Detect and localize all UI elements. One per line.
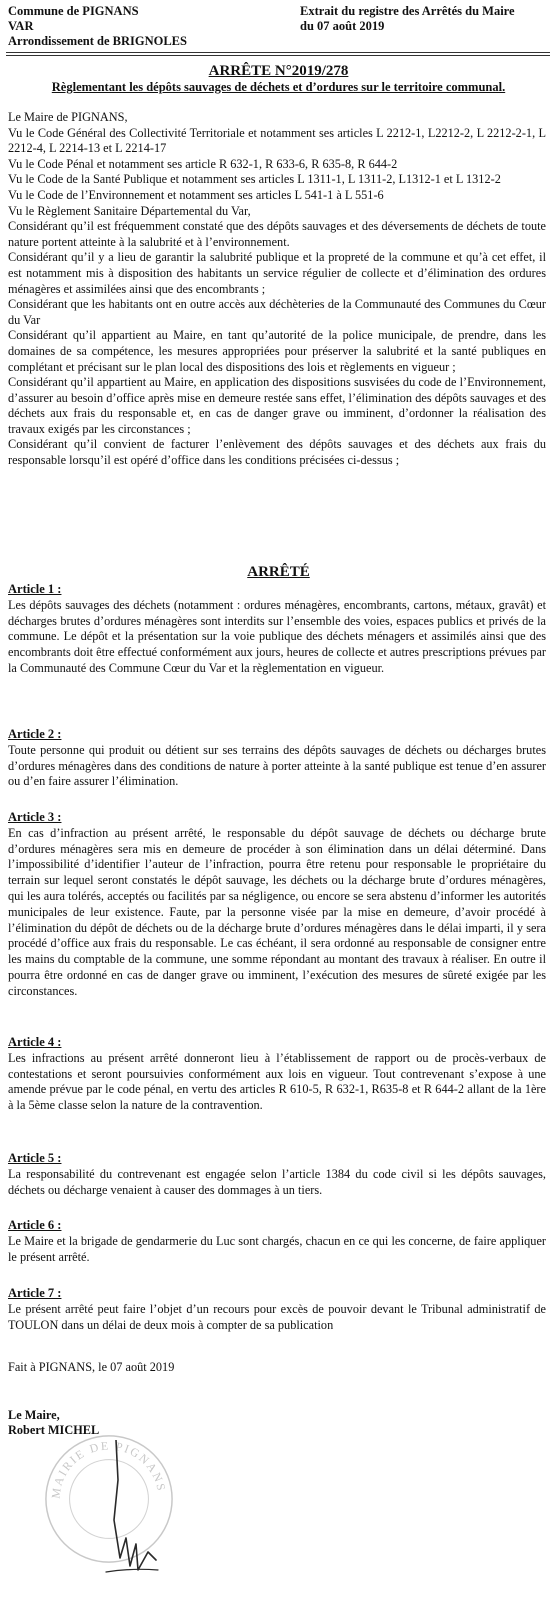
- decree-subtitle: Règlementant les dépôts sauvages de déchets et d’ordures sur le territoire communal.: [51, 80, 506, 94]
- article-3: [8, 810, 546, 1000]
- article-text: La responsabilité du contrevenant est engagée selon l’article 1384 du code civil si les dépôts sauvages, déchets ou décharge venaient à causer des dommages à un tiers.: [8, 1166, 546, 1197]
- preamble-line: Considérant qu’il est fréquemment constaté que des dépôts sauvages et des déversements de déchets de toute nature portent atteinte à la salubrité et à l’environnement.: [8, 219, 546, 249]
- article-7: [8, 1286, 546, 1333]
- registry-extract: Extrait du registre des Arrêtés du Maire: [300, 4, 515, 18]
- preamble-line: Considérant que les habitants ont en outre accès aux déchèteries de la Communauté des Communes du Cœur du Var: [8, 297, 546, 327]
- seal-text-path: MAIRIE DE PIGNANS: [48, 1438, 169, 1500]
- commune-name: Commune de PIGNANS: [8, 4, 139, 18]
- article-title: Article 2 :: [8, 727, 62, 741]
- preamble-line: Considérant qu’il appartient au Maire, en application des dispositions susvisées du code de l’Environnement, d’assurer au besoin d’office après mise en demeure restée sans effet, l’élimination des dépôts sauvages et des déchets aux frais du responsable et, en cas de danger grave ou imminent, d’ordonner la réalisation des travaux exigés par les circonstances ;: [8, 375, 546, 436]
- place-and-date: Fait à PIGNANS, le 07 août 2019: [8, 1360, 175, 1374]
- article-text: Les infractions au présent arrêté donneront lieu à l’établissement de rapport ou de procès-verbaux de contestations et seront poursuivies conformément aux lois en vigueur. Tout contrevenant s’expose à une amende prévue par le code pénal, en vertu des articles R 610-5, R 632-1, R635-8 et R 644-2 allant de la 1ère à la 5ème classe selon la nature de la contravention.: [8, 1050, 546, 1113]
- article-1: [8, 582, 546, 677]
- arrondissement: Arrondissement de BRIGNOLES: [8, 34, 187, 48]
- preamble-line: Vu le Code Pénal et notamment ses article R 632-1, R 633-6, R 635-8, R 644-2: [8, 156, 398, 171]
- signature-stroke: [114, 1440, 156, 1570]
- article-text: Le Maire et la brigade de gendarmerie du Luc sont chargés, chacun en ce qui les concerne, de faire appliquer le présent arrêté.: [8, 1233, 546, 1264]
- preamble-line: Vu le Règlement Sanitaire Départemental du Var,: [8, 203, 251, 218]
- department: VAR: [8, 19, 34, 33]
- article-2: [8, 727, 546, 790]
- article-text: Les dépôts sauvages des déchets (notamment : ordures ménagères, encombrants, cartons, métaux, gravât) et décharges brutes d’ordures ménagères sont interdits sur l’ensemble des voies, espaces publics et privés de la commune. Le dépôt et la présentation sur la voie publique des déchets ménagers et assimilés ainsi que des encombrants doit être effectué conformément aux jours, heures de collecte et autres prescriptions prévues par la Communauté des Commune Cœur du Var et la règlementation en vigueur.: [8, 597, 546, 675]
- article-4: [8, 1035, 546, 1114]
- signer-title: Le Maire,: [8, 1408, 60, 1422]
- registry-header: [300, 4, 515, 34]
- signatory: [8, 1408, 99, 1438]
- article-text: Le présent arrêté peut faire l’objet d’un recours pour excès de pouvoir devant le Tribunal administratif de TOULON dans un délai de deux mois à compter de sa publication: [8, 1301, 546, 1332]
- article-title: Article 5 :: [8, 1151, 62, 1165]
- preamble-line: Le Maire de PIGNANS,: [8, 110, 128, 124]
- signature-underline: [106, 1569, 158, 1572]
- arrete-heading: ARRÊTÉ: [247, 564, 310, 580]
- article-text: En cas d’infraction au présent arrêté, le responsable du dépôt sauvage de déchets ou décharge brute d’ordures ménagères sera mis en demeure de procéder à son élimination dans un délai déterminé. Dans l’impossibilité d’identifier l’auteur de l’infraction, pourra être retenu pour responsable le propriétaire du terrain sur lequel seront constatés le dépôt sauvage, les déchets ou la décharge brute d’ordures ménagères, qui les aura tolérés, acceptés ou facilités par sa négligence, ou encore se sera abstenu d’informer les autorités municipales de leur existence. Faute, par la personne visée par la mise en demeure, d’avoir procédé à l’élimination du dépôt de déchets ou de la décharge brute d’ordures ménagères dans le délai imparti, il y sera procédé d’office aux frais du responsable. Le cas échéant, il sera ordonné au responsable de consigner entre les mains du comptable de la commune, une somme répondant au montant des travaux à réaliser. En outre il pourra être ordonné en cas de danger grave ou imminent, l’exécution des mesures de sûreté exigée par les circonstances.: [8, 825, 546, 998]
- registry-date: du 07 août 2019: [300, 19, 385, 33]
- article-5: [8, 1151, 546, 1198]
- commune-header: [8, 4, 187, 49]
- preamble-line: Vu le Code Général des Collectivité Territoriale et notamment ses articles L 2212-1, L2212-2, L 2212-2-1, L 2212-4, L 2214-13 et L 2214-17: [8, 125, 546, 156]
- article-6: [8, 1218, 546, 1265]
- header-divider: [6, 52, 550, 53]
- article-title: Article 3 :: [8, 810, 62, 824]
- mayor-signature: [96, 1440, 166, 1590]
- preamble-line: Vu le Code de la Santé Publique et notamment ses articles L 1311-1, L 1311-2, L1312-1 et L 1312-2: [8, 172, 501, 187]
- preamble-line: Considérant qu’il appartient au Maire, en tant qu’autorité de la police municipale, de prendre, dans les domaines de sa compétence, les mesures appropriées pour préserver la salubrité et la santé publiques en complétant et précisant sur le plan local des dispositions des lois et règlements en vigueur ;: [8, 328, 546, 374]
- article-title: Article 4 :: [8, 1035, 62, 1049]
- header-divider-second: [6, 55, 550, 56]
- signer-name: Robert MICHEL: [8, 1423, 100, 1437]
- article-title: Article 1 :: [8, 582, 62, 596]
- decree-number: ARRÊTE N°2019/278: [208, 63, 349, 79]
- preamble-line: Considérant qu’il y a lieu de garantir la salubrité publique et la propreté de la commune et qu’à cet effet, il est notamment mis à disposition des habitants un service régulier de collecte et d’élimination des ordures ménagères et assimilées ainsi que des encombrants ;: [8, 250, 546, 296]
- preamble-line: Considérant qu’il convient de facturer l’enlèvement des dépôts sauvages et des déchets aux frais du responsable lorsqu’il est opéré d’office dans les conditions précisées ci-dessus ;: [8, 437, 546, 468]
- preamble-line: Vu le Code de l’Environnement et notamment ses articles L 541-1 à L 551-6: [8, 187, 384, 202]
- article-title: Article 7 :: [8, 1286, 62, 1300]
- article-title: Article 6 :: [8, 1218, 62, 1232]
- article-text: Toute personne qui produit ou détient sur ses terrains des dépôts sauvages de déchets ou décharges brutes d’ordures ménagères dans des conditions de nature à porter atteinte à la santé publique est tenue d’en assurer ou d’en faire assurer l’élimination.: [8, 742, 546, 789]
- preamble: [8, 110, 546, 469]
